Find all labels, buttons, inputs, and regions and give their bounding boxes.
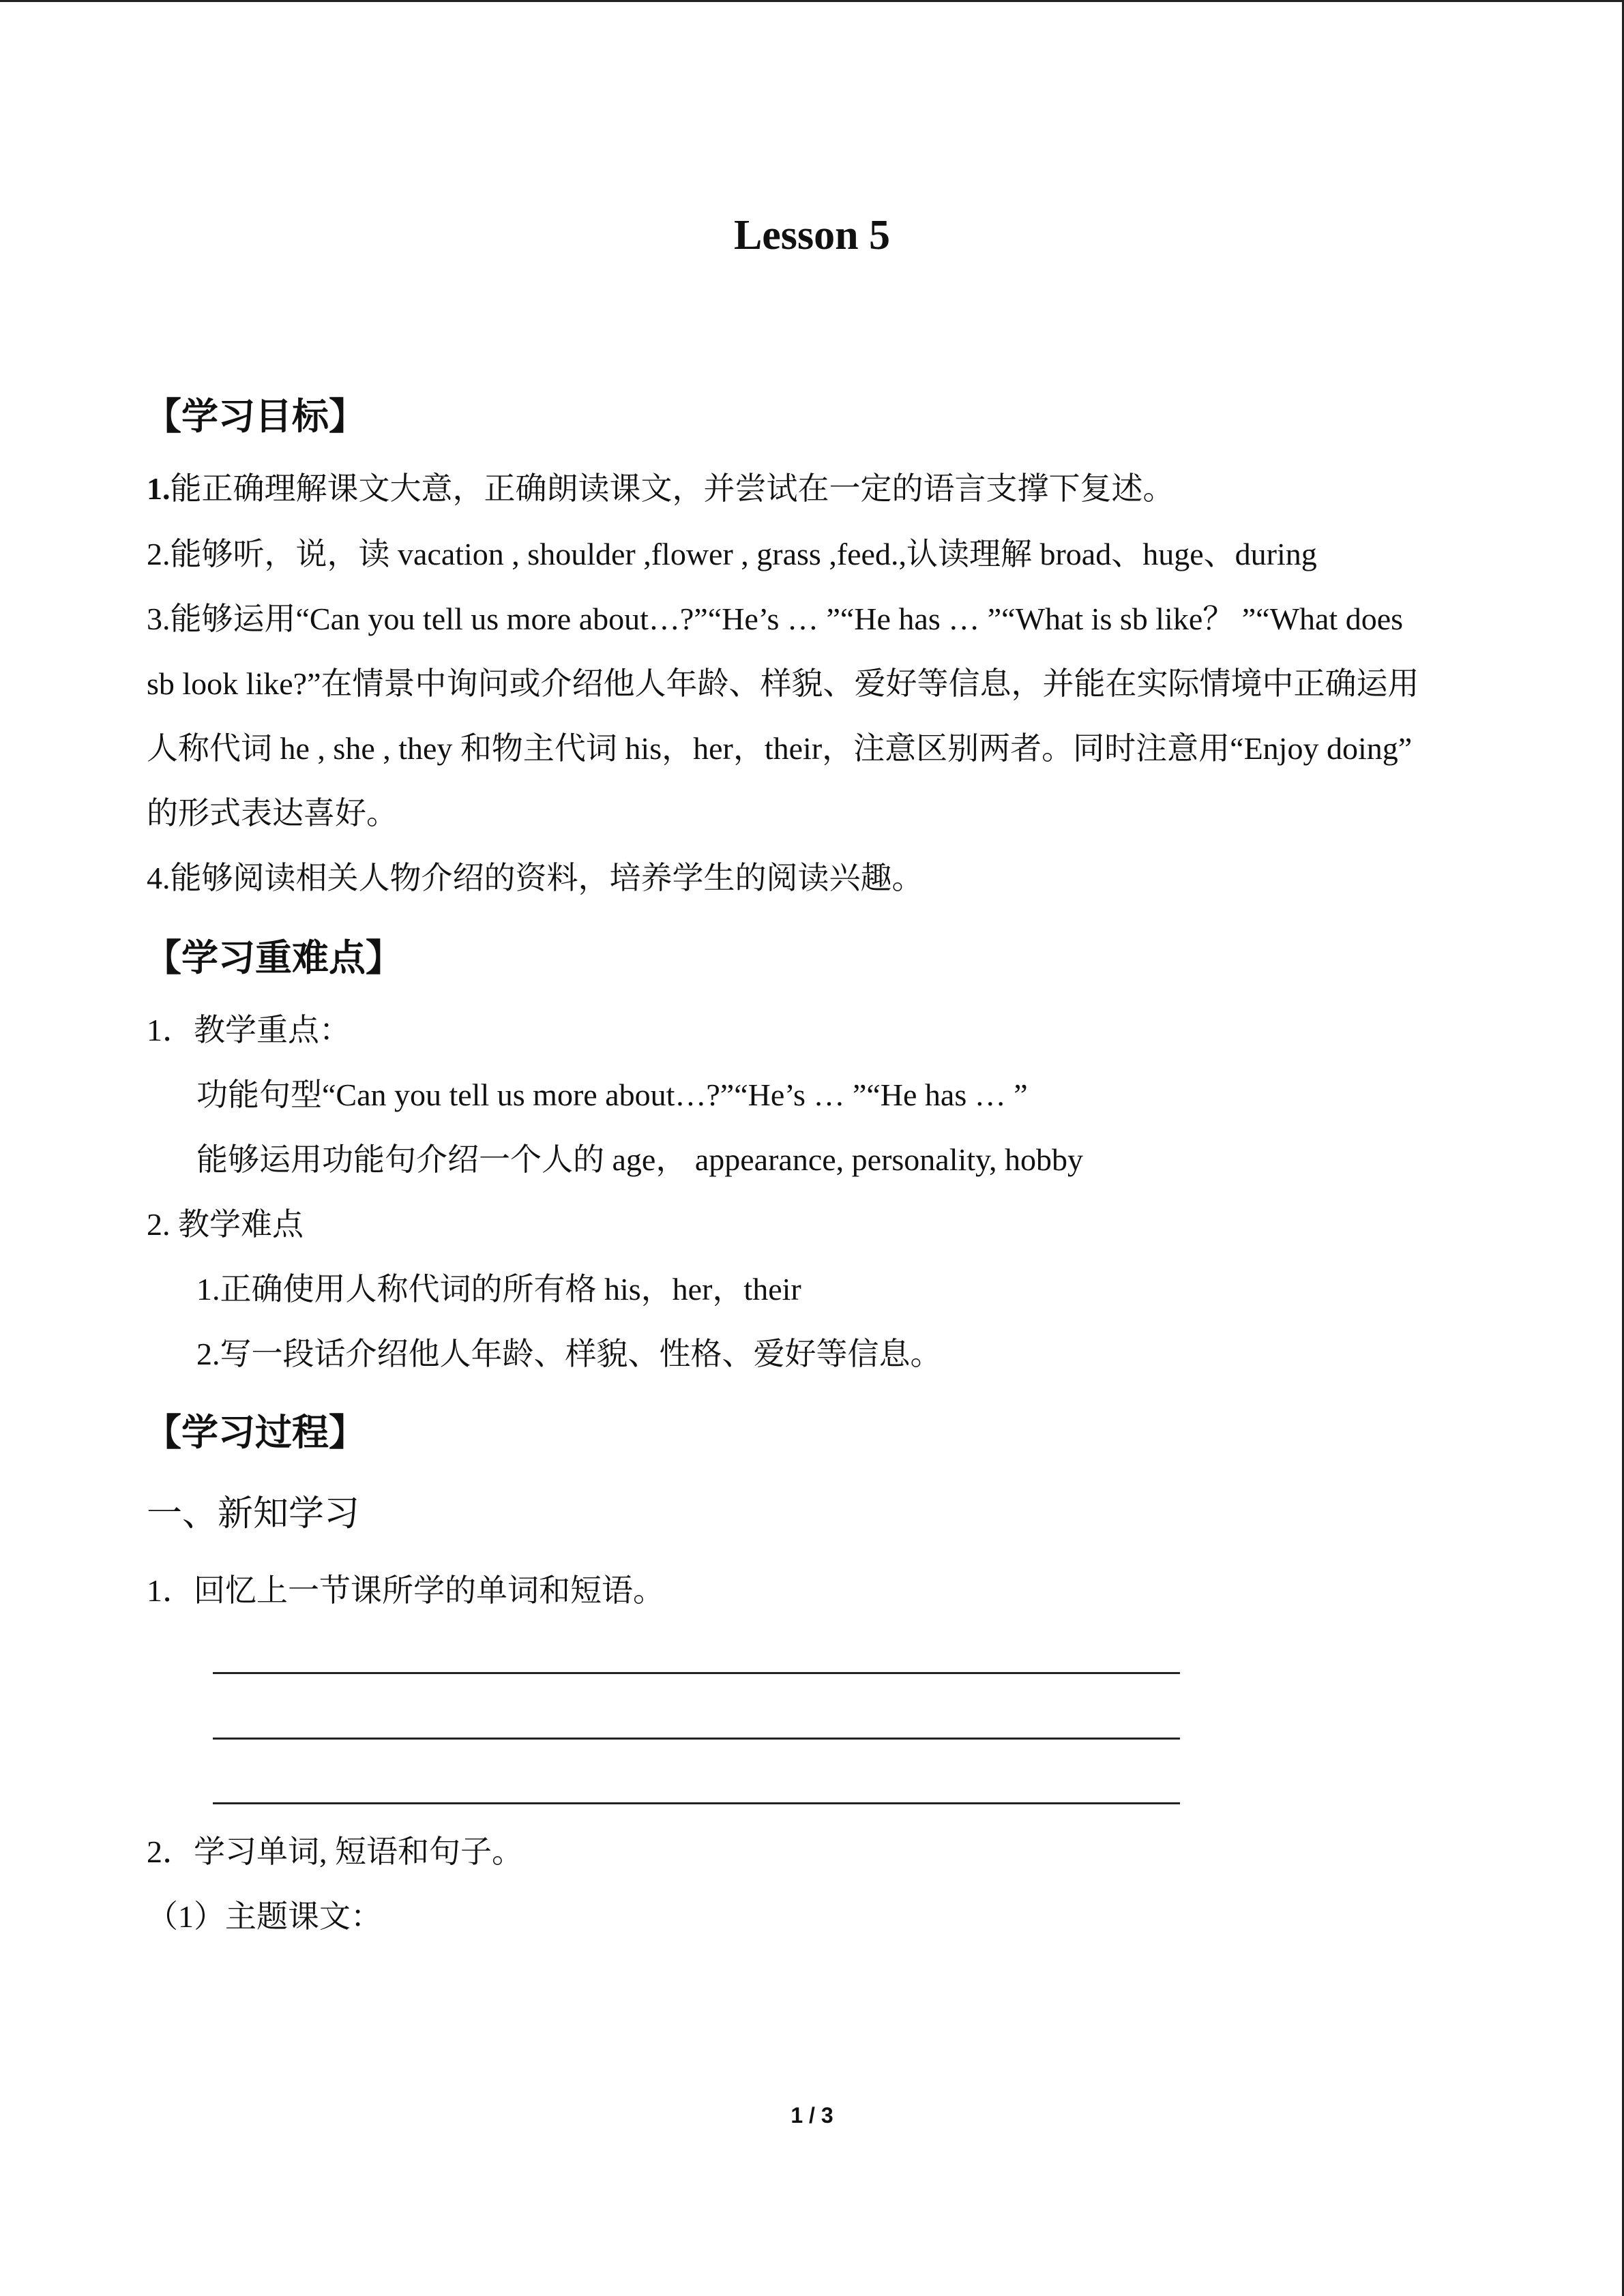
objective-item-3-line-3: 人称代词 he , she , they 和物主代词 his，her，their，注意区别两者。同时注意用“Enjoy doing” xyxy=(147,731,1413,766)
objective-item-2: 2.能够听，说，读 vacation , shoulder ,flower , grass ,feed.,认读理解 broad、huge、during xyxy=(147,537,1317,571)
step-2-instruction: 2．学习单词, 短语和句子。 xyxy=(147,1834,523,1869)
objective-item-3-line-4: 的形式表达喜好。 xyxy=(147,796,398,831)
answer-line-3[interactable] xyxy=(213,1802,1180,1804)
section-heading-key-points: 【学习重难点】 xyxy=(145,936,402,979)
step-1-instruction: 1．回忆上一节课所学的单词和短语。 xyxy=(147,1573,664,1608)
objective-item-4: 4.能够阅读相关人物介绍的资料，培养学生的阅读兴趣。 xyxy=(147,861,924,895)
teaching-focus-usage: 能够运用功能句介绍一个人的 age， appearance, personality, hobby xyxy=(196,1142,1084,1177)
objective-item-1-text: 能正确理解课文大意，正确朗读课文，并尝试在一定的语言支撑下复述。 xyxy=(170,470,1175,507)
answer-line-2[interactable] xyxy=(213,1738,1180,1740)
step-2-sub-1: （1）主题课文： xyxy=(147,1899,382,1934)
teaching-focus-label: 1．教学重点： xyxy=(147,1013,351,1047)
objective-item-1 xyxy=(147,468,1175,509)
teaching-difficulty-label: 2. 教学难点 xyxy=(147,1207,304,1242)
page-number: 1 / 3 xyxy=(791,2103,833,2128)
section-heading-process: 【学习过程】 xyxy=(145,1411,366,1454)
section-heading-objectives: 【学习目标】 xyxy=(145,395,366,438)
objective-item-1-number: 1. xyxy=(147,471,171,506)
part-1-heading: 一、新知学习 xyxy=(147,1493,360,1534)
objective-item-3-line-2: sb look like?”在情景中询问或介绍他人年龄、样貌、爱好等信息，并能在实际情境中正确运用 xyxy=(147,666,1419,701)
answer-line-1[interactable] xyxy=(213,1672,1180,1674)
teaching-difficulty-item-2: 2.写一段话介绍他人年龄、样貌、性格、爱好等信息。 xyxy=(196,1337,942,1371)
objective-item-3-line-1: 3.能够运用“Can you tell us more about…?”“He’s … ”“He has … ”“What is sb like？ ”“What does xyxy=(147,601,1404,636)
document-title: Lesson 5 xyxy=(733,212,891,258)
teaching-difficulty-item-1: 1.正确使用人称代词的所有格 his，her，their xyxy=(196,1272,801,1307)
teaching-focus-sentence-patterns: 功能句型“Can you tell us more about…?”“He’s … ”“He has … ” xyxy=(196,1077,1028,1112)
